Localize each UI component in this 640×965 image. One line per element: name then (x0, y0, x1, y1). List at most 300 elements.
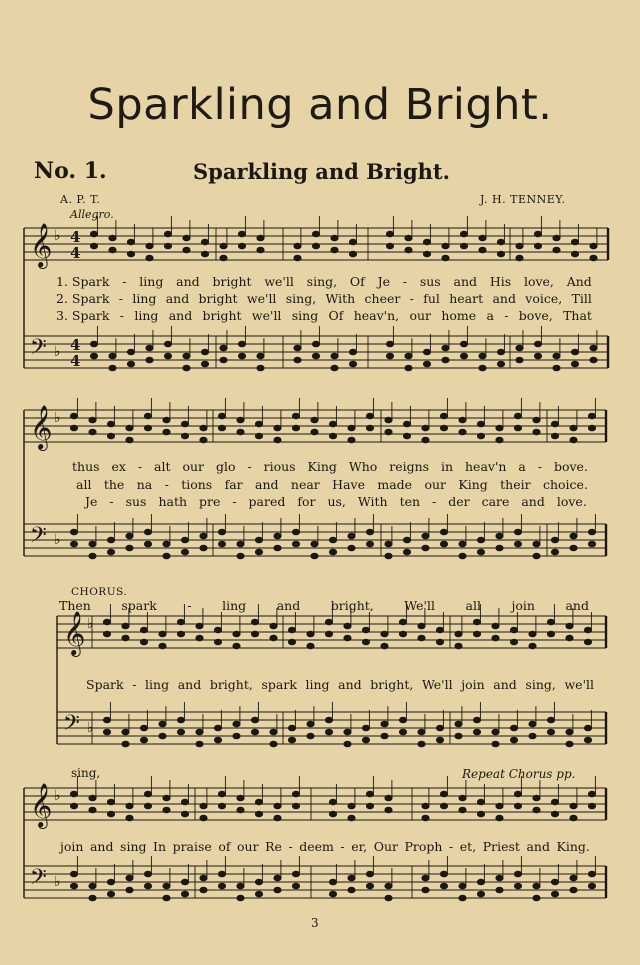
notehead (570, 815, 577, 821)
notehead (551, 891, 558, 897)
time-signature: 4 (70, 244, 81, 262)
notehead (514, 425, 521, 431)
notehead (348, 533, 355, 539)
notehead (533, 883, 540, 889)
notehead (146, 345, 153, 351)
notehead (422, 533, 429, 539)
notehead (344, 623, 351, 629)
notehead (496, 815, 503, 821)
notehead (514, 541, 521, 547)
notehead (348, 425, 355, 431)
notehead (331, 235, 338, 241)
notehead (159, 643, 166, 649)
syllable: spark (121, 598, 157, 613)
notehead (255, 433, 262, 439)
notehead (127, 349, 134, 355)
notehead (181, 891, 188, 897)
notehead (181, 811, 188, 817)
syllable: our (182, 459, 205, 474)
notehead (196, 741, 203, 747)
syllable: all (76, 477, 92, 492)
notehead (90, 231, 97, 237)
notehead (496, 803, 503, 809)
syllable: we'll (264, 274, 294, 289)
syllable: ling (305, 677, 330, 692)
notehead (516, 345, 523, 351)
notehead (566, 635, 573, 641)
syllable: King. (556, 839, 590, 854)
notehead (349, 361, 356, 367)
syllable: and (526, 839, 550, 854)
syllable: all (465, 598, 481, 613)
notehead (181, 799, 188, 805)
notehead (70, 871, 77, 877)
notehead (307, 631, 314, 637)
syllable: ten (399, 494, 421, 509)
notehead (553, 247, 560, 253)
notehead (312, 231, 319, 237)
notehead (274, 437, 281, 443)
notehead (385, 895, 392, 901)
notehead (551, 433, 558, 439)
notehead (514, 871, 521, 877)
notehead (366, 871, 373, 877)
notehead (570, 545, 577, 551)
notehead (257, 247, 264, 253)
notehead (477, 891, 484, 897)
notehead (418, 729, 425, 735)
notehead (529, 733, 536, 739)
notehead (479, 235, 486, 241)
notehead (107, 799, 114, 805)
notehead (566, 623, 573, 629)
syllable: - (402, 274, 408, 289)
system3-lower-lyrics (86, 677, 594, 692)
notehead (349, 349, 356, 355)
syllable: a (518, 459, 526, 474)
notehead (570, 437, 577, 443)
syllable: Who (348, 459, 378, 474)
notehead (584, 725, 591, 731)
notehead (251, 619, 258, 625)
notehead (257, 353, 264, 359)
notehead (460, 341, 467, 347)
notehead (329, 537, 336, 543)
notehead (122, 729, 129, 735)
notehead (325, 631, 332, 637)
notehead (325, 717, 332, 723)
system2-verse2 (76, 477, 588, 492)
notehead (89, 883, 96, 889)
syllable: - (409, 291, 414, 306)
notehead (436, 725, 443, 731)
notehead (386, 341, 393, 347)
syllable: the (103, 477, 125, 492)
notehead (479, 353, 486, 359)
notehead (70, 791, 77, 797)
syllable: - (232, 494, 237, 509)
notehead (436, 639, 443, 645)
notehead (325, 619, 332, 625)
system2-verse1 (72, 459, 588, 474)
notehead (460, 353, 467, 359)
notehead (196, 729, 203, 735)
syllable: far (224, 477, 243, 492)
notehead (423, 361, 430, 367)
notehead (257, 235, 264, 241)
notehead (292, 803, 299, 809)
notehead (547, 729, 554, 735)
syllable: we'll (564, 677, 594, 692)
notehead (362, 725, 369, 731)
notehead (288, 639, 295, 645)
notehead (103, 717, 110, 723)
staves (24, 228, 608, 898)
notehead (588, 803, 595, 809)
syllable: 2. Spark (56, 291, 110, 306)
notehead (181, 433, 188, 439)
syllable: et, (459, 839, 477, 854)
notehead (292, 541, 299, 547)
notehead (89, 541, 96, 547)
syllable: - (164, 477, 169, 492)
syllable: and (565, 598, 589, 613)
notehead (200, 425, 207, 431)
notehead (477, 549, 484, 555)
notehead (385, 795, 392, 801)
syllable: join (60, 839, 84, 854)
notehead (547, 619, 554, 625)
notehead (529, 721, 536, 727)
notehead (551, 537, 558, 543)
notehead (107, 549, 114, 555)
notehead (477, 879, 484, 885)
notehead (140, 639, 147, 645)
notehead (251, 729, 258, 735)
syllable: - (137, 459, 143, 474)
notehead (459, 429, 466, 435)
notehead (233, 733, 240, 739)
notehead (331, 365, 338, 371)
time-signature: 4 (70, 336, 81, 354)
syllable: Je (85, 494, 98, 509)
system1-verse2 (56, 291, 592, 306)
notehead (200, 533, 207, 539)
notehead (510, 639, 517, 645)
flat-icon: ♭ (87, 720, 94, 736)
notehead (163, 541, 170, 547)
notehead (588, 871, 595, 877)
hymn-number: No. 1. (34, 158, 107, 184)
notehead (292, 791, 299, 797)
notehead (329, 421, 336, 427)
notehead (551, 879, 558, 885)
syllable: heav'n, (353, 308, 400, 323)
notehead (514, 803, 521, 809)
syllable: With (357, 494, 388, 509)
notehead (107, 811, 114, 817)
syllable: ling (134, 308, 159, 323)
notehead (386, 243, 393, 249)
syllable: we'll (251, 308, 282, 323)
notehead (270, 729, 277, 735)
notehead (473, 717, 480, 723)
notehead (399, 619, 406, 625)
notehead (122, 635, 129, 641)
syllable: join (511, 598, 535, 613)
notehead (274, 875, 281, 881)
notehead (127, 361, 134, 367)
syllable: made (377, 477, 413, 492)
syllable: bove, (518, 308, 553, 323)
syllable: - (109, 494, 114, 509)
notehead (126, 815, 133, 821)
notehead (292, 871, 299, 877)
syllable: Of (328, 308, 344, 323)
notehead (386, 353, 393, 359)
notehead (516, 255, 523, 261)
syllable: their (500, 477, 531, 492)
syllable: bright, (370, 677, 414, 692)
notehead (422, 545, 429, 551)
notehead (422, 815, 429, 821)
notehead (311, 553, 318, 559)
notehead (220, 345, 227, 351)
notehead (422, 803, 429, 809)
notehead (214, 737, 221, 743)
syllable: in (441, 459, 454, 474)
notehead (547, 631, 554, 637)
notehead (570, 875, 577, 881)
notehead (237, 429, 244, 435)
syllable: bright (198, 291, 238, 306)
notehead (566, 729, 573, 735)
syllable: bright (202, 308, 242, 323)
notehead (311, 429, 318, 435)
notehead (405, 365, 412, 371)
notehead (214, 639, 221, 645)
notehead (477, 421, 484, 427)
repeat-direction: Repeat Chorus pp. (462, 767, 576, 781)
notehead (70, 425, 77, 431)
syllable: Then (59, 598, 91, 613)
notehead (344, 729, 351, 735)
flat-icon: ♭ (54, 228, 61, 244)
notehead (348, 437, 355, 443)
notehead (344, 741, 351, 747)
notehead (294, 255, 301, 261)
notehead (312, 341, 319, 347)
syllable: glo (215, 459, 236, 474)
notehead (181, 549, 188, 555)
notehead (126, 803, 133, 809)
notehead (126, 425, 133, 431)
notehead (107, 421, 114, 427)
notehead (366, 541, 373, 547)
system4-upper-lyric: sing, (71, 766, 101, 780)
notehead (385, 553, 392, 559)
syllable: heav'n (465, 459, 507, 474)
notehead (570, 887, 577, 893)
notehead (422, 437, 429, 443)
notehead (459, 417, 466, 423)
notehead (405, 235, 412, 241)
syllable: sing (291, 308, 319, 323)
notehead (590, 255, 597, 261)
notehead (146, 255, 153, 261)
notehead (331, 353, 338, 359)
syllable: ful (423, 291, 440, 306)
notehead (477, 537, 484, 543)
notehead (385, 807, 392, 813)
syllable: And (566, 274, 592, 289)
notehead (144, 413, 151, 419)
music-credit: J. H. TENNEY. (480, 193, 566, 206)
notehead (288, 737, 295, 743)
notehead (237, 541, 244, 547)
notehead (237, 795, 244, 801)
notehead (403, 537, 410, 543)
notehead (214, 725, 221, 731)
syllable: of (218, 839, 231, 854)
notehead (422, 425, 429, 431)
notehead (570, 803, 577, 809)
syllable: - (118, 291, 124, 306)
notehead (237, 417, 244, 423)
notehead (109, 235, 116, 241)
notehead (551, 811, 558, 817)
notehead (477, 433, 484, 439)
syllable: and (276, 598, 301, 613)
notehead (144, 541, 151, 547)
syllable: care (481, 494, 510, 509)
syllable: His (489, 274, 512, 289)
notehead (307, 721, 314, 727)
notehead (455, 631, 462, 637)
syllable: cheer (364, 291, 401, 306)
notehead (200, 887, 207, 893)
notehead (103, 729, 110, 735)
notehead (385, 417, 392, 423)
notehead (460, 243, 467, 249)
notehead (159, 721, 166, 727)
notehead (366, 413, 373, 419)
notehead (459, 553, 466, 559)
notehead (553, 365, 560, 371)
syllable: Of (349, 274, 365, 289)
notehead (90, 353, 97, 359)
notehead (274, 803, 281, 809)
notehead (177, 631, 184, 637)
notehead (177, 619, 184, 625)
notehead (177, 729, 184, 735)
notehead (348, 545, 355, 551)
notehead (146, 243, 153, 249)
notehead (459, 795, 466, 801)
notehead (312, 353, 319, 359)
bass-clef: 𝄢 (30, 865, 47, 895)
notehead (109, 353, 116, 359)
notehead (459, 895, 466, 901)
notehead (455, 643, 462, 649)
notehead (440, 803, 447, 809)
notehead (201, 239, 208, 245)
syllable: - (432, 494, 437, 509)
notehead (238, 341, 245, 347)
notehead (255, 537, 262, 543)
notehead (126, 887, 133, 893)
notehead (570, 425, 577, 431)
syllable: and (492, 291, 516, 306)
syllable: Spark (86, 677, 124, 692)
notehead (442, 243, 449, 249)
notehead (386, 231, 393, 237)
notehead (381, 631, 388, 637)
syllable: sus (419, 274, 441, 289)
flat-icon: ♭ (54, 410, 61, 426)
time-signature: 4 (70, 228, 81, 246)
notehead (496, 875, 503, 881)
system1-verse1 (56, 274, 592, 289)
notehead (423, 251, 430, 257)
notehead (588, 425, 595, 431)
syllable: us, (327, 494, 346, 509)
notehead (590, 243, 597, 249)
syllable: pre (199, 494, 221, 509)
syllable: and (176, 274, 200, 289)
notehead (496, 887, 503, 893)
syllable: - (119, 308, 125, 323)
syllable: join (461, 677, 485, 692)
notehead (255, 421, 262, 427)
syllable: der (448, 494, 470, 509)
notehead (70, 803, 77, 809)
notehead (553, 235, 560, 241)
notehead (436, 627, 443, 633)
syllable: rious (263, 459, 296, 474)
notehead (571, 349, 578, 355)
notehead (553, 353, 560, 359)
syllable: - (340, 839, 345, 854)
notehead (534, 353, 541, 359)
notehead (251, 631, 258, 637)
notehead (144, 791, 151, 797)
tempo-marking: Allegro. (70, 208, 114, 221)
notehead (436, 737, 443, 743)
syllable: 1. Spark (56, 274, 110, 289)
notehead (233, 721, 240, 727)
notehead (588, 791, 595, 797)
notehead (89, 553, 96, 559)
notehead (164, 353, 171, 359)
notehead (551, 549, 558, 555)
notehead (274, 533, 281, 539)
notehead (163, 883, 170, 889)
syllable: and (89, 839, 114, 854)
notehead (292, 413, 299, 419)
notehead (459, 807, 466, 813)
notehead (460, 231, 467, 237)
notehead (533, 429, 540, 435)
notehead (218, 803, 225, 809)
notehead (196, 623, 203, 629)
notehead (181, 537, 188, 543)
syllable: Priest (482, 839, 520, 854)
syllable: er, (351, 839, 368, 854)
notehead (547, 717, 554, 723)
syllable: Have (332, 477, 365, 492)
notehead (385, 541, 392, 547)
